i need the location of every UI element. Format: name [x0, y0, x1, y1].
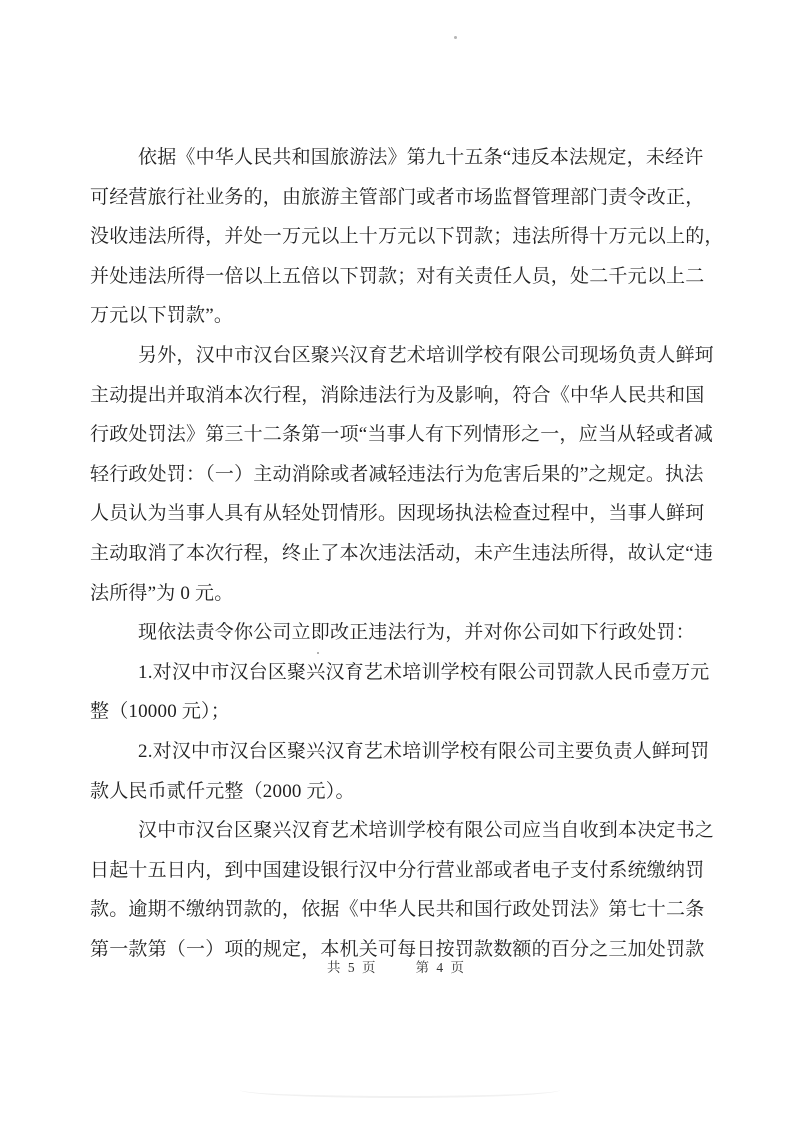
current-page-label: 第 4 页	[415, 960, 466, 975]
text-line: 日起十五日内，到中国建设银行汉中分行营业部或者电子支付系统缴纳罚	[90, 859, 705, 881]
paragraph	[90, 653, 720, 732]
scan-artifact-speck	[454, 36, 457, 39]
text-line: 2.对汉中市汉台区聚兴汉育艺术培训学校有限公司主要负责人鲜珂罚	[138, 740, 710, 762]
paragraph	[90, 336, 720, 613]
text-line: 没收违法所得，并处一万元以上十万元以下罚款；违法所得十万元以上的，	[90, 226, 724, 248]
total-pages-label: 共 5 页	[327, 960, 378, 975]
page-footer	[0, 960, 793, 976]
text-line: 轻行政处罚：（一）主动消除或者减轻违法行为危害后果的”之规定。执法	[90, 463, 704, 485]
text-line: 法所得”为 0 元。	[90, 582, 234, 604]
text-line: 另外，汉中市汉台区聚兴汉育艺术培训学校有限公司现场负责人鲜珂	[138, 344, 715, 366]
text-line: 可经营旅行社业务的，由旅游主管部门或者市场监督管理部门责令改正，	[90, 186, 705, 208]
text-line: 1.对汉中市汉台区聚兴汉育艺术培训学校有限公司罚款人民币壹万元	[138, 661, 710, 683]
text-line: 人员认为当事人具有从轻处罚情形。因现场执法检查过程中，当事人鲜珂	[90, 503, 705, 525]
paragraph	[90, 613, 720, 653]
paragraph	[90, 811, 720, 969]
text-line: 款。逾期不缴纳罚款的，依据《中华人民共和国行政处罚法》第七十二条	[90, 899, 705, 921]
paragraph	[90, 732, 720, 811]
text-line: 主动提出并取消本次行程，消除违法行为及影响，符合《中华人民共和国	[90, 384, 705, 406]
text-line: 主动取消了本次行程，终止了本次违法活动，未产生违法所得，故认定“违	[90, 542, 714, 564]
text-line: 现依法责令你公司立即改正违法行为，并对你公司如下行政处罚：	[138, 622, 695, 644]
text-line: 并处违法所得一倍以上五倍以下罚款；对有关责任人员，处二千元以上二	[90, 265, 705, 287]
text-line: 依据《中华人民共和国旅游法》第九十五条“违反本法规定，未经许	[138, 147, 704, 168]
paragraph	[90, 138, 724, 336]
text-line: 整（10000 元）；	[90, 701, 230, 723]
text-line: 款人民币贰仟元整（2000 元）。	[90, 780, 355, 802]
text-line: 汉中市汉台区聚兴汉育艺术培训学校有限公司应当自收到本决定书之	[138, 820, 715, 842]
text-line: 万元以下罚款”。	[90, 305, 234, 327]
text-line: 行政处罚法》第三十二条第一项“当事人有下列情形之一，应当从轻或者减	[90, 424, 714, 446]
document-body	[90, 138, 724, 969]
scan-page-curl-shadow	[240, 1082, 560, 1098]
text-line: 第一款第（一）项的规定，本机关可每日按罚款数额的百分之三加处罚款	[90, 938, 705, 960]
